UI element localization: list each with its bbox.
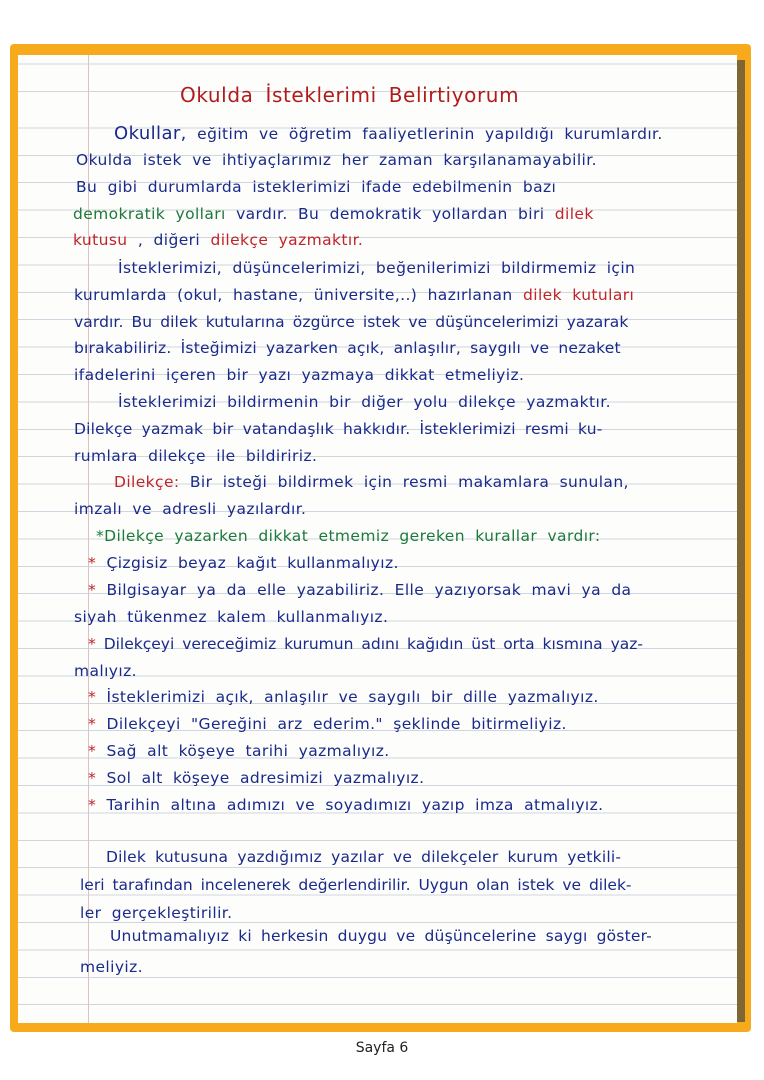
bullet-star: *: [88, 742, 97, 760]
text-line-12: Dilekçe yazmak bir vatandaşlık hakkıdır. İsteklerimizi resmi ku-: [74, 420, 603, 438]
dilekce-yazmak: dilekçe yazmaktır.: [210, 231, 364, 249]
bullet-star: *: [88, 688, 97, 706]
rule-6-text: Sağ alt köşeye tarihi yazmalıyız.: [106, 742, 390, 760]
dilekce-label: Dilekçe:: [114, 473, 180, 491]
line-4-mid: vardır. Bu demokratik yollardan biri: [236, 205, 545, 223]
bullet-star: *: [88, 715, 97, 733]
page-title: Okulda İsteklerimi Belirtiyorum: [180, 83, 520, 107]
rules-heading: *Dilekçe yazarken dikkat etmemiz gereken kurallar vardır:: [96, 527, 601, 545]
text-line-2: Okulda istek ve ihtiyaçlarımız her zaman karşılanamayabilir.: [76, 151, 597, 169]
text-line-6: İsteklerimizi, düşüncelerimizi, beğenilerimizi bildirmemiz için: [118, 259, 636, 277]
text-line-14: [114, 473, 629, 491]
kutusu-word: kutusu: [73, 231, 128, 249]
closing-line-5: meliyiz.: [80, 958, 143, 976]
closing-line-2: leri tarafından incelenerek değerlendirilir. Uygun olan istek ve dilek-: [80, 876, 632, 894]
text-line-7: [74, 286, 634, 304]
rule-5-text: Dilekçeyi "Gereğini arz ederim." şeklinde bitirmeliyiz.: [106, 715, 567, 733]
closing-line-4: Unutmamalıyız ki herkesin duygu ve düşüncelerine saygı göster-: [110, 927, 652, 945]
text-line-15: imzalı ve adresli yazılardır.: [74, 500, 307, 518]
bullet-star: *: [88, 554, 97, 572]
rule-3-text: Dilekçeyi vereceğimiz kurumun adını kağıdın üst orta kısmına yaz-: [103, 635, 643, 653]
rule-item-7: [88, 769, 424, 787]
rule-item-5: [88, 715, 567, 733]
word-okullar: Okullar,: [114, 123, 187, 144]
closing-line-1: Dilek kutusuna yazdığımız yazılar ve dilekçeler kurum yetkili-: [106, 848, 622, 866]
text-line-1: [114, 123, 663, 144]
handwritten-content: [18, 55, 737, 1023]
rule-8-text: Tarihin altına adımızı ve soyadımızı yazıp imza atmalıyız.: [106, 796, 604, 814]
dilek-kutulari: dilek kutuları: [523, 286, 635, 304]
rule-1-text: Çizgisiz beyaz kağıt kullanmalıyız.: [106, 554, 399, 572]
rule-item-3: [88, 635, 643, 653]
rule-item-2-cont: siyah tükenmez kalem kullanmalıyız.: [74, 608, 389, 626]
dilekce-definition: Bir isteği bildirmek için resmi makamlara sunulan,: [189, 473, 629, 491]
rule-item-2: [88, 581, 631, 599]
line-1-rest: eğitim ve öğretim faaliyetlerinin yapıldığı kurumlardır.: [197, 125, 663, 143]
text-line-11: İsteklerimizi bildirmenin bir diğer yolu dilekçe yazmaktır.: [118, 393, 611, 411]
notebook-page: [18, 55, 737, 1023]
page-number: Sayfa 6: [355, 1040, 409, 1056]
text-line-3: Bu gibi durumlarda isteklerimizi ifade edebilmenin bazı: [76, 178, 557, 196]
demokratik-yollar: demokratik yolları: [73, 205, 226, 223]
text-line-5: [73, 231, 363, 249]
bullet-star: *: [88, 581, 97, 599]
line-5-mid: , diğeri: [137, 231, 201, 249]
dilek-word: dilek: [554, 205, 594, 223]
rule-item-1: [88, 554, 399, 572]
rule-item-6: [88, 742, 390, 760]
text-line-13: rumlara dilekçe ile bildiririz.: [74, 447, 318, 465]
rule-7-text: Sol alt köşeye adresimizi yazmalıyız.: [106, 769, 425, 787]
rule-4-text: İsteklerimizi açık, anlaşılır ve saygılı bir dille yazmalıyız.: [106, 688, 599, 706]
text-line-10: ifadelerini içeren bir yazı yazmaya dikkat etmeliyiz.: [74, 366, 525, 384]
rule-item-8: [88, 796, 603, 814]
rule-item-3-cont: malıyız.: [74, 662, 137, 680]
text-line-9: bırakabiliriz. İsteğimizi yazarken açık, anlaşılır, saygılı ve nezaket: [74, 339, 621, 357]
bullet-star: *: [88, 635, 96, 653]
closing-line-3: ler gerçekleştirilir.: [80, 904, 233, 922]
text-line-8: vardır. Bu dilek kutularına özgürce istek ve düşüncelerimizi yazarak: [74, 313, 629, 331]
bullet-star: *: [88, 796, 97, 814]
line-7-start: kurumlarda (okul, hastane, üniversite,..) hazırlanan: [74, 286, 513, 304]
rule-2-text: Bilgisayar ya da elle yazabiliriz. Elle yazıyorsak mavi ya da: [106, 581, 632, 599]
text-line-4: [73, 205, 594, 223]
rule-item-4: [88, 688, 599, 706]
bullet-star: *: [88, 769, 97, 787]
